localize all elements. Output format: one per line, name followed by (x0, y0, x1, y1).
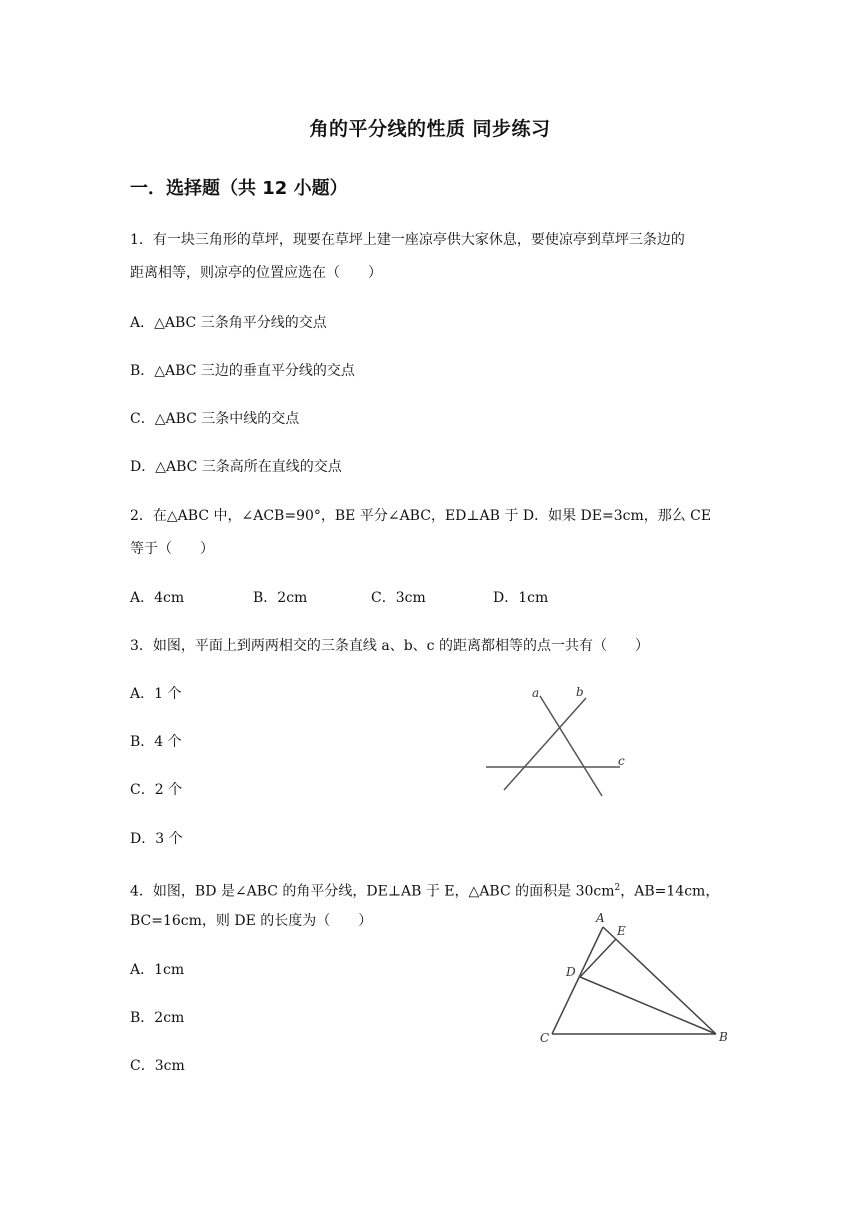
segment-DE (580, 939, 616, 977)
q4-figure-triangle (530, 905, 740, 1050)
q1-option-c: C．△ABC 三条中线的交点 (130, 411, 300, 427)
q4-option-a: A．1cm (130, 962, 185, 978)
label-D: D (566, 965, 576, 979)
q1-option-d: D．△ABC 三条高所在直线的交点 (130, 459, 342, 475)
q4-stem-line1 (130, 878, 719, 902)
q4-superscript: 2 (614, 883, 621, 893)
q3-figure-three-lines (478, 682, 638, 802)
q4-stem-line1b: ，AB=14cm， (620, 883, 720, 900)
label-A: A (596, 911, 605, 925)
side-CA (552, 927, 603, 1034)
q2-stem-line1: 2．在△ABC 中，∠ACB=90°，BE 平分∠ABC，ED⊥AB 于 D．如果 DE=3cm，那么 CE (130, 508, 712, 524)
label-c: c (618, 754, 625, 768)
q2-option-a: A．4cm (130, 590, 185, 606)
q4-option-b: B．2cm (130, 1010, 185, 1026)
q3-stem: 3．如图，平面上到两两相交的三条直线 a、b、c 的距离都相等的点一共有（ ） (130, 638, 649, 654)
q2-option-b: B．2cm (253, 590, 308, 606)
q2-stem-line2: 等于（ ） (130, 541, 214, 557)
label-C: C (540, 1031, 550, 1045)
q1-stem-line1: 1．有一块三角形的草坪，现要在草坪上建一座凉亭供大家休息，要使凉亭到草坪三条边的 (130, 232, 685, 248)
q1-option-a: A．△ABC 三条角平分线的交点 (130, 315, 327, 331)
q1-stem-line2: 距离相等，则凉亭的位置应选在（ ） (130, 265, 382, 281)
label-B: B (719, 1030, 728, 1044)
segment-DB (580, 977, 716, 1034)
q3-option-c: C．2 个 (130, 782, 183, 798)
line-a (540, 696, 602, 796)
page-title: 角的平分线的性质 同步练习 (309, 118, 551, 140)
q2-options-row (130, 588, 548, 608)
label-a: a (532, 686, 540, 700)
section-heading: 一．选择题（共 12 小题） (130, 178, 348, 199)
side-AB (603, 927, 716, 1034)
q3-option-d: D．3 个 (130, 831, 183, 847)
q2-option-d: D．1cm (493, 590, 549, 606)
q3-option-a: A．1 个 (130, 686, 182, 702)
label-E: E (617, 924, 626, 938)
q4-stem-line1a: 4．如图，BD 是∠ABC 的角平分线，DE⊥AB 于 E，△ABC 的面积是 30cm (130, 883, 615, 900)
label-b: b (576, 685, 584, 699)
q4-option-c: C．3cm (130, 1058, 185, 1074)
q1-option-b: B．△ABC 三边的垂直平分线的交点 (130, 363, 355, 379)
q3-option-b: B．4 个 (130, 734, 182, 750)
q4-stem-line2: BC=16cm，则 DE 的长度为（ ） (130, 913, 373, 929)
q2-option-c: C．3cm (371, 590, 426, 606)
line-b (504, 698, 586, 790)
